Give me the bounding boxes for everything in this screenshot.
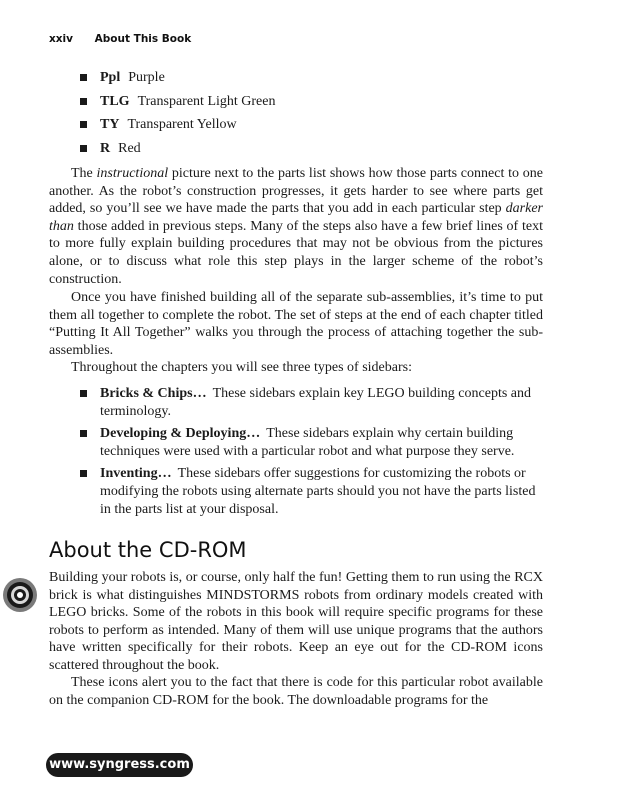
sidebar-description: These sidebars explain key LEGO building concepts and terminology. — [100, 386, 531, 419]
emphasis-text: darker than — [49, 201, 543, 234]
sidebar-name: Bricks & Chips… — [100, 386, 207, 401]
color-name: Red — [118, 140, 141, 156]
running-title: About This Book — [94, 33, 192, 45]
list-item — [80, 115, 275, 139]
color-name: Purple — [128, 70, 165, 85]
text-run: picture next to the parts list shows how those parts connect to one another. As the robot’s construction progresses, it gets harder to see where parts get added, so you’ll see we have made the parts that you add in each particular step — [49, 166, 543, 217]
page-number: xxiv — [49, 33, 73, 45]
color-code: R — [100, 140, 111, 156]
running-header — [49, 33, 191, 45]
emphasis-text: instructional — [96, 166, 169, 181]
bullet-square-icon — [80, 145, 87, 152]
body-paragraph-instructional — [49, 165, 543, 288]
section-heading: About the CD-ROM — [49, 538, 247, 562]
list-item — [80, 385, 543, 420]
bullet-square-icon — [80, 121, 87, 128]
color-code: TY — [100, 117, 120, 132]
body-paragraph-sidebars-intro: Throughout the chapters you will see three types of sidebars: — [71, 360, 412, 375]
color-code-list — [80, 68, 275, 162]
color-name: Transparent Light Green — [137, 93, 276, 109]
bullet-square-icon — [80, 470, 87, 477]
color-code: TLG — [100, 93, 130, 109]
footer-url[interactable]: www.syngress.com — [46, 753, 193, 777]
sidebar-description: These sidebars offer suggestions for customizing the robots or modifying the robots using alternate parts should you not have the parts listed in the parts list at your disposal. — [100, 466, 536, 517]
cd-rom-icon — [2, 577, 38, 613]
bullet-square-icon — [80, 98, 87, 105]
list-item — [80, 465, 543, 518]
sidebar-name: Inventing… — [100, 466, 172, 482]
bullet-square-icon — [80, 390, 87, 397]
text-run: those added in previous steps. Many of the steps also have a few brief lines of text to more fully explain building procedures that may not be obvious from the pictures alone, or to discuss what role this step plays in the larger scheme of the robot’s construction. — [49, 218, 543, 287]
list-item — [80, 92, 275, 116]
color-code: Ppl — [100, 70, 121, 85]
sidebar-name: Developing & Deploying… — [100, 426, 261, 442]
color-name: Transparent Yellow — [127, 117, 237, 132]
body-paragraph-icons: These icons alert you to the fact that there is code for this particular robot available on the companion CD-ROM for the book. The downloadable programs for the — [49, 675, 543, 708]
bullet-square-icon — [80, 430, 87, 437]
sidebar-types-list — [80, 385, 543, 523]
list-item — [80, 425, 543, 460]
list-item — [80, 68, 275, 92]
list-item — [80, 139, 275, 163]
sidebar-description: These sidebars explain why certain building techniques were used with a particular robot and what purpose they serve. — [100, 426, 515, 459]
body-paragraph-cd-rom: Building your robots is, or course, only half the fun! Getting them to run using the RCX brick is what distinguishes MINDSTORMS robots from ordinary models created with LEGO bricks. Some of the robots in this book will require specific programs for these robots to perform as intended. Many of them will use unique programs that the authors have written specifically for their robots. Keep an eye out for the CD-ROM icons scattered throughout the book. — [49, 570, 543, 673]
text-run: The — [71, 166, 97, 181]
body-paragraph-assembly: Once you have finished building all of the separate sub-assemblies, it’s time to put them all together to complete the robot. The set of steps at the end of each chapter titled “Putting It All Together” walks you through the process of attaching together the sub-assemblies. — [49, 290, 543, 358]
bullet-square-icon — [80, 74, 87, 81]
